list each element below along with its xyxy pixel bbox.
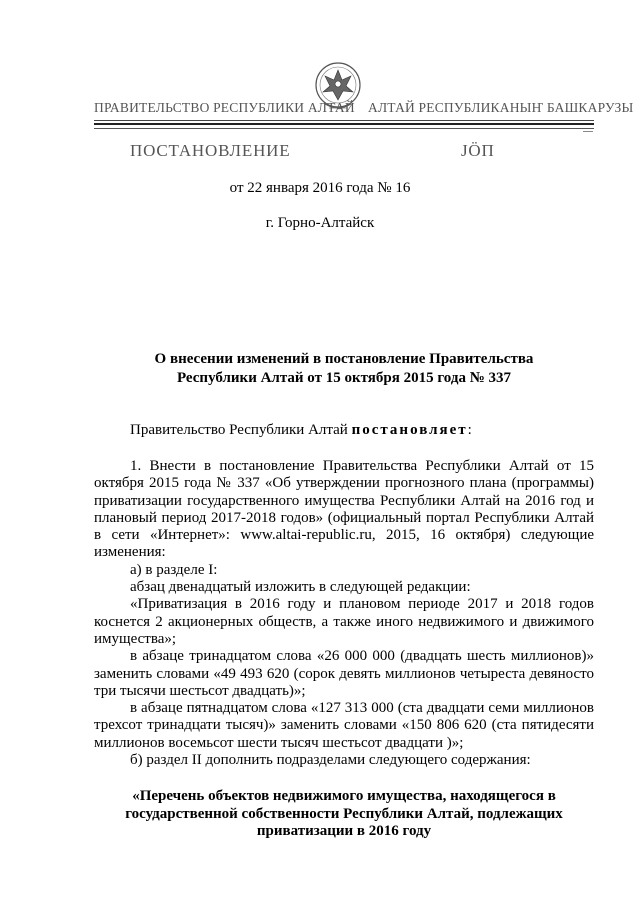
doc-type-russian: ПОСТАНОВЛЕНИЕ (130, 141, 291, 160)
body-line: абзац двенадцатый изложить в следующей редакции: (130, 579, 471, 596)
title-line: Республики Алтай от 15 октября 2015 года № 337 (176, 370, 512, 386)
subheading-line: приватизации в 2016 году (256, 823, 432, 839)
document-city: г. Горно-Алтайск (265, 215, 375, 231)
body-line: приватизации государственного имущества Республики Алтай на 2016 год и (94, 492, 594, 509)
section-subheading (94, 788, 594, 841)
body-line: три тысячи шестьсот двадцать)»; (94, 682, 306, 699)
body-line: б) раздел II дополнить подразделами следующего содержания: (130, 752, 531, 769)
document-body (94, 458, 594, 769)
document-title (94, 350, 594, 388)
title-line: О внесении изменений в постановление Правительства (154, 351, 534, 367)
body-line: октября 2015 года № 337 «Об утверждении прогнозного плана (программы) (94, 475, 594, 492)
intro-paragraph (130, 422, 472, 439)
body-line: в абзаце тринадцатом слова «26 000 000 (двадцать шесть миллионов)» (130, 648, 594, 665)
body-line: в абзаце пятнадцатом слова «127 313 000 (ста двадцати семи миллионов (130, 700, 594, 717)
body-line: коснется 2 акционерных обществ, а также иного недвижимого и движимого (94, 613, 594, 630)
intro-colon: : (467, 422, 472, 438)
body-line: 1. Внести в постановление Правительства Республики Алтай от 15 (130, 458, 594, 474)
body-line: имущества»; (94, 630, 177, 647)
body-line: миллионов восемьсот шести тысяч шестьсот двадцати )»; (94, 734, 464, 751)
subheading-line: государственной собственности Республики Алтай, подлежащих (125, 805, 563, 822)
header-rule-top (94, 120, 594, 121)
doc-type-altai: JӦП (461, 141, 495, 160)
header-rule-bottom (94, 128, 594, 129)
document-date-number: от 22 января 2016 года № 16 (229, 180, 411, 196)
header-rule-thick (94, 123, 594, 125)
intro-verb: постановляет (351, 422, 468, 438)
body-line: «Приватизация в 2016 году и плановом периоде 2017 и 2018 годов (130, 596, 594, 613)
org-name-russian: ПРАВИТЕЛЬСТВО РЕСПУБЛИКИ АЛТАЙ (94, 100, 355, 115)
subheading-line: «Перечень объектов недвижимого имущества, находящегося в (132, 788, 556, 804)
body-line: а) в разделе I: (130, 561, 218, 578)
header-rule-tick (583, 131, 593, 132)
body-line: изменения: (94, 544, 166, 561)
body-line: плановый период 2017-2018 годов» (официальный портал Республики Алтай (94, 509, 594, 526)
body-line: в сети «Интернет»: www.altai-republic.ru, 2015, 16 октября) следующие (94, 527, 594, 544)
intro-text: Правительство Республики Алтай (130, 422, 352, 438)
body-line: трехсот тринадцати тысяч)» заменить словами «150 806 620 (ста пятидесяти (94, 717, 594, 734)
body-line: заменить словами «49 493 620 (сорок девять миллионов четыреста девяносто (94, 665, 594, 682)
org-name-altai: АЛТАЙ РЕСПУБЛИКАНЫҤ БАШКАРУЗЫ (368, 100, 634, 115)
